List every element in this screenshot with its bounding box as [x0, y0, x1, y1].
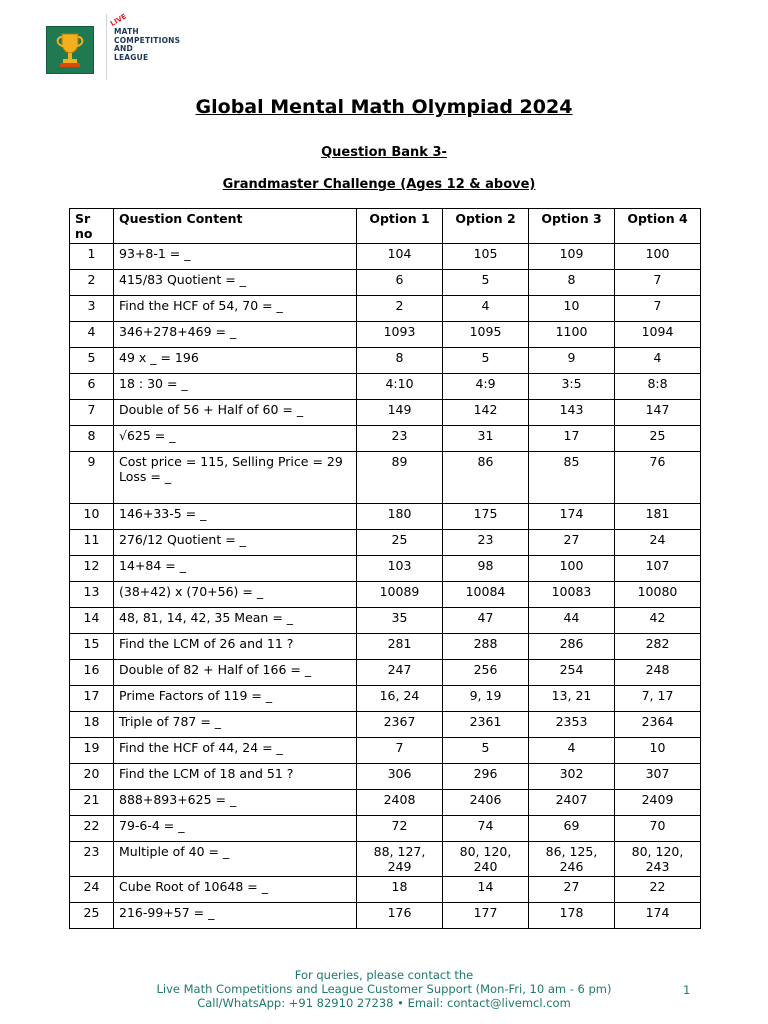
table-row — [70, 842, 701, 877]
cell-option-4: 4 — [615, 348, 701, 374]
page-title: Global Mental Math Olympiad 2024 — [195, 96, 573, 118]
footer — [0, 968, 768, 1010]
cell-option-3: 8 — [529, 270, 615, 296]
cell-option-2: 1095 — [443, 322, 529, 348]
cell-question: Cube Root of 10648 = _ — [114, 877, 357, 903]
cell-option-4: 10080 — [615, 582, 701, 608]
cell-question: 415/83 Quotient = _ — [114, 270, 357, 296]
cell-option-4: 80, 120, 243 — [615, 842, 701, 877]
question-bank-label: Question Bank 3- — [321, 145, 447, 160]
cell-sr-no: 14 — [70, 608, 114, 634]
cell-sr-no: 5 — [70, 348, 114, 374]
cell-option-1: 2367 — [357, 712, 443, 738]
cell-option-2: 175 — [443, 504, 529, 530]
cell-option-3: 13, 21 — [529, 686, 615, 712]
cell-option-3: 17 — [529, 426, 615, 452]
trophy-badge — [46, 26, 94, 74]
cell-option-2: 296 — [443, 764, 529, 790]
cell-sr-no: 10 — [70, 504, 114, 530]
cell-option-3: 4 — [529, 738, 615, 764]
cell-option-4: 2409 — [615, 790, 701, 816]
cell-option-1: 149 — [357, 400, 443, 426]
cell-option-4: 22 — [615, 877, 701, 903]
footer-line-1: For queries, please contact the — [294, 968, 474, 982]
table-row — [70, 877, 701, 903]
cell-sr-no: 15 — [70, 634, 114, 660]
cell-option-3: 86, 125, 246 — [529, 842, 615, 877]
cell-option-4: 8:8 — [615, 374, 701, 400]
cell-sr-no: 1 — [70, 244, 114, 270]
cell-question: Double of 56 + Half of 60 = _ — [114, 400, 357, 426]
cell-option-1: 72 — [357, 816, 443, 842]
cell-sr-no: 21 — [70, 790, 114, 816]
logo-line-1: MATH — [114, 27, 139, 36]
cell-option-3: 3:5 — [529, 374, 615, 400]
header-option-4: Option 4 — [615, 209, 701, 244]
cell-option-3: 27 — [529, 530, 615, 556]
cell-sr-no: 11 — [70, 530, 114, 556]
cell-sr-no: 9 — [70, 452, 114, 504]
cell-sr-no: 19 — [70, 738, 114, 764]
cell-option-3: 254 — [529, 660, 615, 686]
cell-option-3: 286 — [529, 634, 615, 660]
cell-question: Find the LCM of 26 and 11 ? — [114, 634, 357, 660]
cell-option-3: 44 — [529, 608, 615, 634]
cell-question: 14+84 = _ — [114, 556, 357, 582]
trophy-icon — [53, 31, 87, 69]
cell-sr-no: 20 — [70, 764, 114, 790]
table-row — [70, 244, 701, 270]
header-option-2: Option 2 — [443, 209, 529, 244]
cell-question: Find the HCF of 54, 70 = _ — [114, 296, 357, 322]
cell-sr-no: 13 — [70, 582, 114, 608]
cell-option-2: 23 — [443, 530, 529, 556]
cell-option-1: 35 — [357, 608, 443, 634]
logo-line-3: AND — [114, 44, 133, 53]
challenge-label: Grandmaster Challenge (Ages 12 & above) — [222, 177, 536, 192]
cell-question: √625 = _ — [114, 426, 357, 452]
cell-option-1: 25 — [357, 530, 443, 556]
cell-option-4: 147 — [615, 400, 701, 426]
cell-sr-no: 17 — [70, 686, 114, 712]
cell-option-2: 14 — [443, 877, 529, 903]
cell-option-1: 247 — [357, 660, 443, 686]
cell-option-3: 27 — [529, 877, 615, 903]
logo-live-label: LIVE — [109, 12, 128, 28]
cell-question: 276/12 Quotient = _ — [114, 530, 357, 556]
table-row — [70, 452, 701, 504]
cell-question: 79-6-4 = _ — [114, 816, 357, 842]
cell-question: Prime Factors of 119 = _ — [114, 686, 357, 712]
cell-question: 146+33-5 = _ — [114, 504, 357, 530]
cell-option-4: 282 — [615, 634, 701, 660]
cell-sr-no: 16 — [70, 660, 114, 686]
cell-question: Find the LCM of 18 and 51 ? — [114, 764, 357, 790]
cell-sr-no: 4 — [70, 322, 114, 348]
cell-option-2: 105 — [443, 244, 529, 270]
cell-option-3: 174 — [529, 504, 615, 530]
cell-option-2: 86 — [443, 452, 529, 504]
cell-option-4: 181 — [615, 504, 701, 530]
cell-question: Multiple of 40 = _ — [114, 842, 357, 877]
table-row — [70, 764, 701, 790]
cell-option-1: 4:10 — [357, 374, 443, 400]
cell-option-4: 7 — [615, 270, 701, 296]
table-row — [70, 400, 701, 426]
cell-question: 888+893+625 = _ — [114, 790, 357, 816]
logo-line-2: COMPETITIONS — [114, 35, 181, 45]
cell-option-2: 4 — [443, 296, 529, 322]
table-header-row — [70, 209, 701, 244]
cell-option-4: 7 — [615, 296, 701, 322]
cell-option-4: 25 — [615, 426, 701, 452]
cell-option-1: 6 — [357, 270, 443, 296]
cell-question: Double of 82 + Half of 166 = _ — [114, 660, 357, 686]
cell-sr-no: 12 — [70, 556, 114, 582]
cell-option-4: 107 — [615, 556, 701, 582]
cell-option-2: 5 — [443, 738, 529, 764]
cell-option-3: 10083 — [529, 582, 615, 608]
cell-option-1: 306 — [357, 764, 443, 790]
cell-option-2: 80, 120, 240 — [443, 842, 529, 877]
table-row — [70, 348, 701, 374]
table-row — [70, 582, 701, 608]
cell-sr-no: 24 — [70, 877, 114, 903]
cell-option-1: 10089 — [357, 582, 443, 608]
cell-option-2: 74 — [443, 816, 529, 842]
table-row — [70, 504, 701, 530]
cell-question: Find the HCF of 44, 24 = _ — [114, 738, 357, 764]
cell-question: 48, 81, 14, 42, 35 Mean = _ — [114, 608, 357, 634]
footer-line-2: Live Math Competitions and League Customer Support (Mon-Fri, 10 am - 6 pm) — [156, 982, 612, 996]
table-row — [70, 608, 701, 634]
cell-option-3: 109 — [529, 244, 615, 270]
cell-question: 49 x _ = 196 — [114, 348, 357, 374]
cell-option-2: 2406 — [443, 790, 529, 816]
table-row — [70, 530, 701, 556]
cell-option-4: 42 — [615, 608, 701, 634]
cell-sr-no: 7 — [70, 400, 114, 426]
cell-option-3: 100 — [529, 556, 615, 582]
cell-sr-no: 3 — [70, 296, 114, 322]
table-row — [70, 374, 701, 400]
footer-line-3: Call/WhatsApp: +91 82910 27238 • Email: contact@livemcl.com — [197, 996, 571, 1010]
cell-option-1: 176 — [357, 903, 443, 929]
cell-option-2: 256 — [443, 660, 529, 686]
header-option-3: Option 3 — [529, 209, 615, 244]
cell-option-1: 180 — [357, 504, 443, 530]
cell-option-1: 23 — [357, 426, 443, 452]
cell-option-4: 10 — [615, 738, 701, 764]
table-row — [70, 903, 701, 929]
header-sr-no: Sr no — [70, 209, 114, 244]
table-row — [70, 738, 701, 764]
cell-option-1: 7 — [357, 738, 443, 764]
cell-option-4: 2364 — [615, 712, 701, 738]
table-row — [70, 660, 701, 686]
cell-option-2: 2361 — [443, 712, 529, 738]
cell-option-2: 5 — [443, 270, 529, 296]
question-table — [69, 208, 701, 929]
cell-question: 216-99+57 = _ — [114, 903, 357, 929]
table-row — [70, 634, 701, 660]
cell-option-4: 7, 17 — [615, 686, 701, 712]
cell-option-1: 104 — [357, 244, 443, 270]
cell-option-4: 24 — [615, 530, 701, 556]
cell-option-3: 302 — [529, 764, 615, 790]
cell-option-2: 142 — [443, 400, 529, 426]
cell-option-2: 31 — [443, 426, 529, 452]
cell-option-1: 1093 — [357, 322, 443, 348]
cell-option-1: 8 — [357, 348, 443, 374]
cell-sr-no: 22 — [70, 816, 114, 842]
cell-option-2: 4:9 — [443, 374, 529, 400]
logo-text — [109, 12, 181, 62]
cell-question: Triple of 787 = _ — [114, 712, 357, 738]
cell-option-2: 10084 — [443, 582, 529, 608]
cell-question: Cost price = 115, Selling Price = 29 Loss = _ — [114, 452, 357, 504]
cell-option-3: 85 — [529, 452, 615, 504]
table-row — [70, 426, 701, 452]
cell-sr-no: 25 — [70, 903, 114, 929]
logo-line-4: LEAGUE — [114, 52, 149, 62]
table-row — [70, 686, 701, 712]
cell-question: 346+278+469 = _ — [114, 322, 357, 348]
cell-option-4: 248 — [615, 660, 701, 686]
header-question: Question Content — [114, 209, 357, 244]
cell-option-3: 2407 — [529, 790, 615, 816]
cell-sr-no: 23 — [70, 842, 114, 877]
page-number: 1 — [683, 983, 691, 997]
cell-option-3: 69 — [529, 816, 615, 842]
cell-option-1: 281 — [357, 634, 443, 660]
cell-question: 18 : 30 = _ — [114, 374, 357, 400]
cell-option-4: 174 — [615, 903, 701, 929]
cell-sr-no: 8 — [70, 426, 114, 452]
logo-divider — [106, 14, 107, 80]
cell-option-1: 16, 24 — [357, 686, 443, 712]
cell-option-3: 9 — [529, 348, 615, 374]
cell-sr-no: 18 — [70, 712, 114, 738]
cell-option-3: 143 — [529, 400, 615, 426]
cell-option-1: 88, 127, 249 — [357, 842, 443, 877]
table-row — [70, 296, 701, 322]
cell-option-2: 288 — [443, 634, 529, 660]
logo — [46, 14, 180, 80]
cell-option-4: 70 — [615, 816, 701, 842]
cell-option-2: 98 — [443, 556, 529, 582]
cell-option-4: 100 — [615, 244, 701, 270]
cell-option-1: 103 — [357, 556, 443, 582]
table-row — [70, 816, 701, 842]
cell-option-1: 18 — [357, 877, 443, 903]
cell-option-4: 76 — [615, 452, 701, 504]
cell-question: (38+42) x (70+56) = _ — [114, 582, 357, 608]
cell-option-1: 89 — [357, 452, 443, 504]
cell-option-3: 1100 — [529, 322, 615, 348]
cell-option-3: 178 — [529, 903, 615, 929]
cell-option-2: 47 — [443, 608, 529, 634]
table-row — [70, 270, 701, 296]
cell-question: 93+8-1 = _ — [114, 244, 357, 270]
cell-option-2: 177 — [443, 903, 529, 929]
table-row — [70, 322, 701, 348]
cell-option-3: 2353 — [529, 712, 615, 738]
cell-option-1: 2408 — [357, 790, 443, 816]
table-row — [70, 712, 701, 738]
cell-option-2: 5 — [443, 348, 529, 374]
cell-option-3: 10 — [529, 296, 615, 322]
cell-sr-no: 6 — [70, 374, 114, 400]
cell-option-4: 1094 — [615, 322, 701, 348]
cell-option-4: 307 — [615, 764, 701, 790]
cell-sr-no: 2 — [70, 270, 114, 296]
table-row — [70, 556, 701, 582]
cell-option-1: 2 — [357, 296, 443, 322]
table-row — [70, 790, 701, 816]
cell-option-2: 9, 19 — [443, 686, 529, 712]
header-option-1: Option 1 — [357, 209, 443, 244]
